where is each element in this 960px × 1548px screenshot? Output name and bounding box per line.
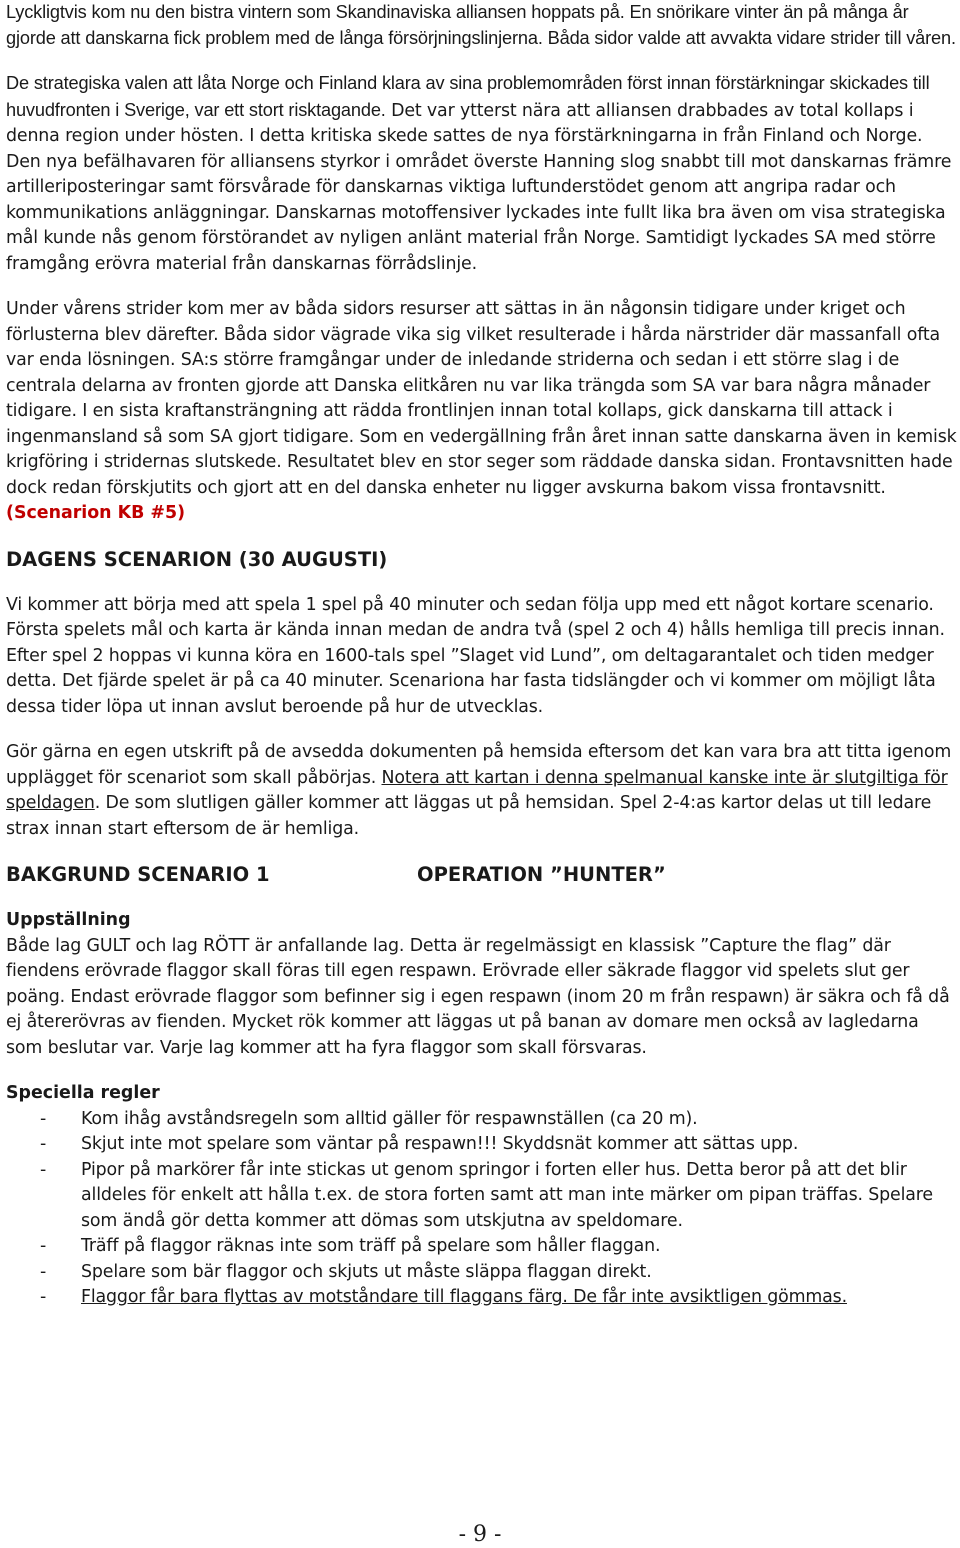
spacer	[6, 527, 958, 547]
rule-text: Kom ihåg avståndsregeln som alltid gäller för respawnställen (ca 20 m).	[81, 1108, 698, 1129]
operation-name: OPERATION ”HUNTER”	[417, 863, 666, 886]
rule-item	[6, 1285, 958, 1311]
strategy-paragraph	[6, 71, 958, 277]
scenario-reference: (Scenarion KB #5)	[6, 503, 186, 523]
printout-text-before: Gör gärna en egen utskrift på de avsedda dokumenten på hemsida eftersom det kan vara bra att titta igenom upplägget för scenariot som skall påbörjas.	[6, 742, 952, 788]
rule-text-underlined: Flaggor får bara flyttas av motståndare till flaggans färg. De får inte avsiktligen gömmas.	[81, 1287, 847, 1307]
spacer	[6, 51, 958, 71]
intro-paragraph: Lyckligtvis kom nu den bistra vintern som Skandinaviska alliansen hoppats på. En snörikare vinter än på många år gjorde att danskarna fick problem med de långa försörjningslinjerna. Båda sidor valde att avvakta vidare strider till våren.	[6, 2, 956, 48]
rule-item	[6, 1107, 958, 1133]
todays-scenario-heading: DAGENS SCENARION (30 AUGUSTI)	[6, 547, 388, 571]
rule-text: Träff på flaggor räknas inte som träff på spelare som håller flaggan.	[81, 1236, 661, 1256]
rule-dash: -	[40, 1159, 47, 1180]
rule-item	[6, 1260, 958, 1286]
spacer	[6, 573, 958, 593]
special-rules-heading: Speciella regler	[6, 1083, 160, 1103]
rule-dash: -	[40, 1261, 47, 1282]
background-scenario-label: BAKGRUND SCENARIO 1	[6, 863, 270, 886]
background-heading-row	[6, 862, 958, 888]
spring-battles-paragraph: Under vårens strider kom mer av båda sidors resurser att sättas in än någonsin tidigare under kriget och förlusterna blev därefter. Båda sidor vägrade vika sig vilket resulterade i hårda närstrider där massanfall ofta var enda lösningen. SA:s större framgångar under de inledande striderna och sedan i ett större slag i de centrala delarna av fronten gjorde att Danska elitkåren nu var lika trängda som SA var bara några månader tidigare. I en sista kraftansträngning att rädda frontlinjen innan total kollaps, gick danskarna till attack i ingenmansland så som SA gjort tidigare. Som en vedergällning från året innan satte danskarna även in kemisk krigföring i stridernas slutskede. Resultatet blev en stor seger som räddade danska sidan. Frontavsnitten hade dock redan förskjutits och gjort att en del danska enheter nu ligger avskurna bakom vissa frontavsnitt.	[6, 299, 957, 498]
setup-heading: Uppställning	[6, 910, 131, 930]
rule-dash: -	[40, 1287, 47, 1307]
rule-text: Pipor på markörer får inte stickas ut genom springor i forten eller hus. Detta beror på att det blir alldeles för enkelt att hålla t.ex. de stora forten samt att man inte märker om pipan träffas. Spelare som ändå gör detta kommer att dömas som utskjutna av speldomare.	[81, 1159, 933, 1231]
rule-dash: -	[40, 1134, 47, 1154]
page-number: - 9 -	[458, 1522, 502, 1547]
special-rules-list	[6, 1107, 958, 1311]
strategy-paragraph-part2: Det var ytterst nära att alliansen drabbades av total kollaps i denna region under hösten. I detta kritiska skede sattes de nya förstärkningarna in från Finland och Norge. Den nya befälhavaren för alliansens styrkor i området överste Hanning slog snabbt till mot danskarnas främre artilleriposteringar samt försvårade för danskarnas viktiga luftunderstödet genom att angripa radar och kommunikations anläggningar. Danskarnas motoffensiver lyckades inte fullt lika bra även om visa strategiska mål kunde nås genom förstörandet av nyligen anlänt material från Norge. Samtidigt lyckades SA med större framgång erövra material från danskarnas förrådslinje.	[6, 100, 952, 274]
spacer	[6, 842, 958, 862]
spacer	[6, 1061, 958, 1081]
rule-item	[6, 1234, 958, 1260]
rule-dash: -	[40, 1108, 47, 1129]
printout-paragraph	[6, 740, 958, 842]
spacer	[6, 277, 958, 297]
printout-text-after: . De som slutligen gäller kommer att läggas ut på hemsidan. Spel 2-4:as kartor delas ut till ledare strax innan start eftersom de är hemliga.	[6, 793, 932, 839]
rule-item	[6, 1132, 958, 1158]
schedule-paragraph: Vi kommer att börja med att spela 1 spel på 40 minuter och sedan följa upp med ett något kortare scenario. Första spelets mål och karta är kända innan medan de andra två (spel 2 och 4) hålls hemliga till precis innan. Efter spel 2 hoppas vi kunna köra en 1600-tals spel ”Slaget vid Lund”, om deltagarantalet och tiden medger detta. Det fjärde spelet är på ca 40 minuter. Scenariona har fasta tidslängder och vi kommer om möjligt låta dessa tider löpa ut innan avslut beroende på hur de utvecklas.	[6, 594, 945, 717]
rule-text: Skjut inte mot spelare som väntar på respawn!!! Skyddsnät kommer att sättas upp.	[81, 1134, 799, 1154]
spacer	[6, 888, 958, 908]
rule-item	[6, 1158, 958, 1235]
map-notice-underlined: Notera att kartan i denna spelmanual kanske inte är slutgiltiga för speldagen	[6, 767, 948, 813]
spacer	[6, 720, 958, 740]
document-page	[6, 0, 958, 1311]
rule-text: Spelare som bär flaggor och skjuts ut måste släppa flaggan direkt.	[81, 1261, 652, 1282]
setup-paragraph: Både lag GULT och lag RÖTT är anfallande lag. Detta är regelmässigt en klassisk ”Capture the flag” där fiendens erövrade flaggor skall föras till egen respawn. Erövrade eller säkrade flaggor vid spelets slut ger poäng. Endast erövrade flaggor som befinner sig i egen respawn (inom 20 m från respawn) är säkra och få då ej återerövras av fienden. Mycket rök kommer att läggas ut på banan av domare men också av lagledarna som beslutar var. Varje lag kommer att ha fyra flaggor som skall försvaras.	[6, 935, 950, 1058]
rule-dash: -	[40, 1236, 47, 1256]
strategy-paragraph-part1: De strategiska valen att låta Norge och Finland klara av sina problemområden först innan förstärkningar skickades till huvudfronten i Sverige, var ett stort risktagande.	[6, 73, 930, 120]
